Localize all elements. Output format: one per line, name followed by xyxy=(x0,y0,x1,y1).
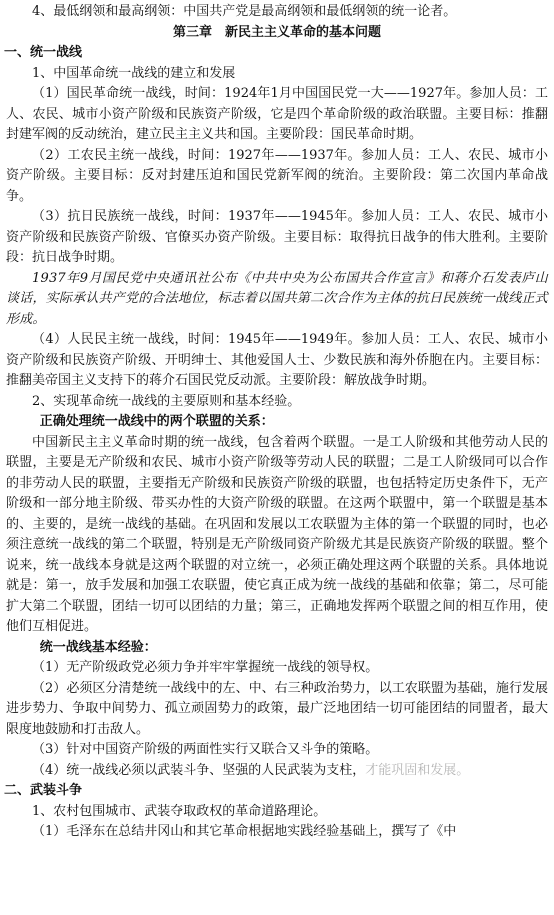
heading-two-alliances: 正确处理统一战线中的两个联盟的关系： xyxy=(39,414,274,429)
heading-basic-experience: 统一战线基本经验： xyxy=(39,639,157,655)
section-united-front: 一、统一战线 xyxy=(4,45,83,60)
experience-3: （3）针对中国资产阶级的两面性实行又联合又斗争的策略。 xyxy=(32,742,379,757)
experience-4 xyxy=(6,761,548,782)
experience-1: （1）无产阶级政党必须力争并牢牢掌握统一战线的领导权。 xyxy=(32,660,379,675)
paragraph-two-alliances: 中国新民主主义革命时期的统一战线，包含着两个联盟。一是工人阶级和其他劳动人民的联盟，主要是无产阶级和农民、城市小资产阶级等劳动人民的联盟；二是工人阶级同可以合作的非劳动人民的联盟，主要指无产阶级和民族资产阶级的联盟，也包括特定历史条件下，无产阶级和一部分地主阶级、带买办性的大资产阶级的联盟。在这两个联盟中，第一个联盟是基本的、主要的，是统一战线的基础。在巩固和发展以工农联盟为主体的第一个联盟的同时，也必须注意统一战线的第二个联盟，特别是无产阶级同资产阶级尤其是民族资产阶级的联盟。整个说来，统一战线本身就是这两个联盟的对立统一，必须正确处理这两个联盟的关系。具体地说就是：第一，放手发展和加强工农联盟，使它真正成为统一战线的基础和依靠；第二，尽可能扩大第二个联盟，团结一切可以团结的力量；第三，正确地发挥两个联盟之间的相互作用，使他们互相促进。 xyxy=(6,434,548,634)
chapter-title: 第三章 新民主主义革命的基本问题 xyxy=(172,24,381,40)
line-min-max-program: 4、最低纲领和最高纲领：中国共产党是最高纲领和最低纲领的统一论者。 xyxy=(32,4,457,19)
front-worker-peasant: （2）工农民主统一战线，时间：1927年——1937年。参加人员：工人、农民、城市小资产阶级。主要目标：反对封建压迫和国民党新军阀的统治。主要阶段：第二次国内革命战争。 xyxy=(6,147,548,204)
front-national-revolution: （1）国民革命统一战线，时间：1924年1月中国国民党一大——1927年。参加人员：工人、农民、城市小资产阶级和民族资产阶级，它是四个革命阶级的政治联盟。主要目标：推翻封建军阀的反动统治，建立民主主义共和国。主要阶段：国民革命时期。 xyxy=(6,86,548,142)
subsection-rural-encircle: 1、农村包围城市、武装夺取政权的革命道路理论。 xyxy=(32,803,327,819)
paragraph-mao-summary: （1）毛泽东在总结井冈山和其它革命根据地实践经验基础上，撰写了《中 xyxy=(32,824,457,839)
experience-2: （2）必须区分清楚统一战线中的左、中、右三种政治势力，以工农联盟为基础，施行发展进步势力、争取中间势力、孤立顽固势力的政策，最广泛地团结一切可能团结的同盟者，最大限度地鼓励和打击敌人。 xyxy=(6,680,548,737)
front-people-democratic: （4）人民民主统一战线，时间：1945年——1949年。参加人员：工人、农民、城市小资产阶级和民族资产阶级、开明绅士、其他爱国人士、少数民族和海外侨胞在内。主要目标：推翻美帝国主义支持下的蒋介石国民党反动派。主要阶段：解放战争时期。 xyxy=(6,332,548,388)
subsection-principles: 2、实现革命统一战线的主要原则和基本经验。 xyxy=(32,393,301,409)
subsection-establishment: 1、中国革命统一战线的建立和发展 xyxy=(32,65,236,81)
front-anti-japanese: （3）抗日民族统一战线，时间：1937年——1945年。参加人员：工人、农民、城市小资产阶级和民族资产阶级、官僚买办资产阶级。主要目标：取得抗日战争的伟大胜利。主要阶段：抗日战争时期。 xyxy=(6,209,548,265)
section-armed-struggle: 二、武装斗争 xyxy=(4,783,83,798)
note-1937-declaration: 1937年9月国民党中央通讯社公布《中共中央为公布国共合作宣言》和蒋介石发表庐山谈话，实际承认共产党的合法地位，标志着以国共第二次合作为主体的抗日民族统一战线正式形成。 xyxy=(6,270,548,327)
experience-4-main: （4）统一战线必须以武装斗争、坚强的人民武装为支柱， xyxy=(32,762,366,778)
experience-4-faded: 才能巩固和发展。 xyxy=(365,762,470,778)
